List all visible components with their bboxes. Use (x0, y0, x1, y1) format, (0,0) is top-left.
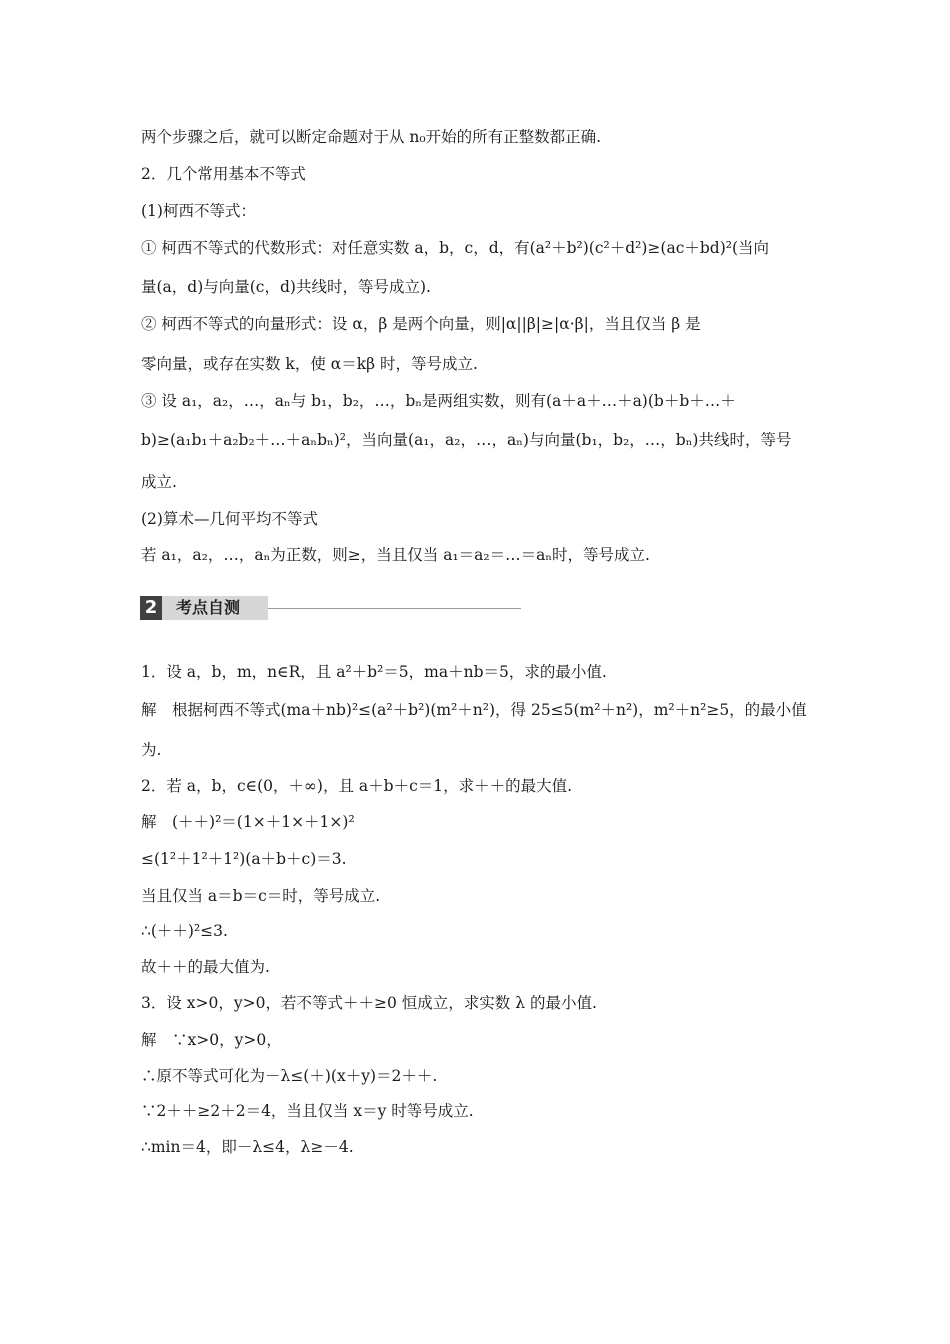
text-line: ① 柯西不等式的代数形式：对任意实数 a，b，c，d，有(a²＋b²)(c²＋d²)≥(ac＋bd)²(当向 (141, 239, 770, 257)
text-line: 成立. (141, 473, 177, 491)
text-line: ③ 设 a₁，a₂，…，aₙ与 b₁，b₂，…，bₙ是两组实数，则有(a＋a＋…＋a)(b＋b＋…＋ (141, 392, 736, 410)
exercise-line: ∴(＋＋)²≤3. (141, 922, 228, 940)
subheading-cauchy: (1)柯西不等式： (141, 202, 256, 220)
exercise-line: 解 ∵x>0，y>0， (141, 1031, 282, 1049)
exercise-line: ∵2＋＋≥2＋2＝4，当且仅当 x＝y 时等号成立. (141, 1102, 474, 1120)
subheading-basic-inequalities: 2．几个常用基本不等式 (141, 165, 306, 183)
exercise-line: ∴min＝4，即－λ≤4，λ≥－4. (141, 1138, 354, 1156)
text-line: 零向量，或存在实数 k，使 α＝kβ 时，等号成立. (141, 355, 478, 373)
exercise-line: 当且仅当 a＝b＝c＝时，等号成立. (141, 887, 381, 905)
section-number: 2 (140, 596, 162, 620)
exercise-line: 3．设 x>0，y>0，若不等式＋＋≥0 恒成立，求实数 λ 的最小值. (141, 994, 597, 1012)
exercise-line: 1．设 a，b，m，n∈R，且 a²＋b²＝5，ma＋nb＝5，求的最小值. (141, 663, 607, 681)
exercise-line: 2．若 a，b，c∈(0，＋∞)，且 a＋b＋c＝1，求＋＋的最大值. (141, 777, 573, 795)
exercise-line: 解 根据柯西不等式(ma＋nb)²≤(a²＋b²)(m²＋n²)，得 25≤5(m²＋n²)，m²＋n²≥5，的最小值 (141, 701, 807, 719)
section-title: 考点自测 (176, 598, 241, 617)
text-line: ② 柯西不等式的向量形式：设 α，β 是两个向量，则|α||β|≥|α·β|，当且仅当 β 是 (141, 315, 701, 333)
exercise-line: ∴原不等式可化为－λ≤(＋)(x＋y)＝2＋＋. (141, 1067, 438, 1085)
text-line: b)≥(a₁b₁＋a₂b₂＋…＋aₙbₙ)²，当向量(a₁，a₂，…，aₙ)与向量(b₁，b₂，…，bₙ)共线时，等号 (141, 431, 792, 449)
section-divider (268, 608, 521, 609)
exercise-line: 为. (141, 741, 162, 759)
text-line: 量(a，d)与向量(c，d)共线时，等号成立). (141, 278, 431, 296)
exercise-line: 故＋＋的最大值为. (141, 958, 270, 976)
exercise-line: 解 (＋＋)²＝(1×＋1×＋1×)² (141, 813, 355, 831)
text-line: 两个步骤之后，就可以断定命题对于从 n₀开始的所有正整数都正确. (141, 128, 602, 146)
exercise-line: ≤(1²＋1²＋1²)(a＋b＋c)＝3. (141, 850, 347, 868)
section-header (140, 596, 525, 620)
subheading-am-gm: (2)算术—几何平均不等式 (141, 510, 318, 528)
text-line: 若 a₁，a₂，…，aₙ为正数，则≥，当且仅当 a₁＝a₂＝…＝aₙ时，等号成立. (141, 546, 650, 564)
